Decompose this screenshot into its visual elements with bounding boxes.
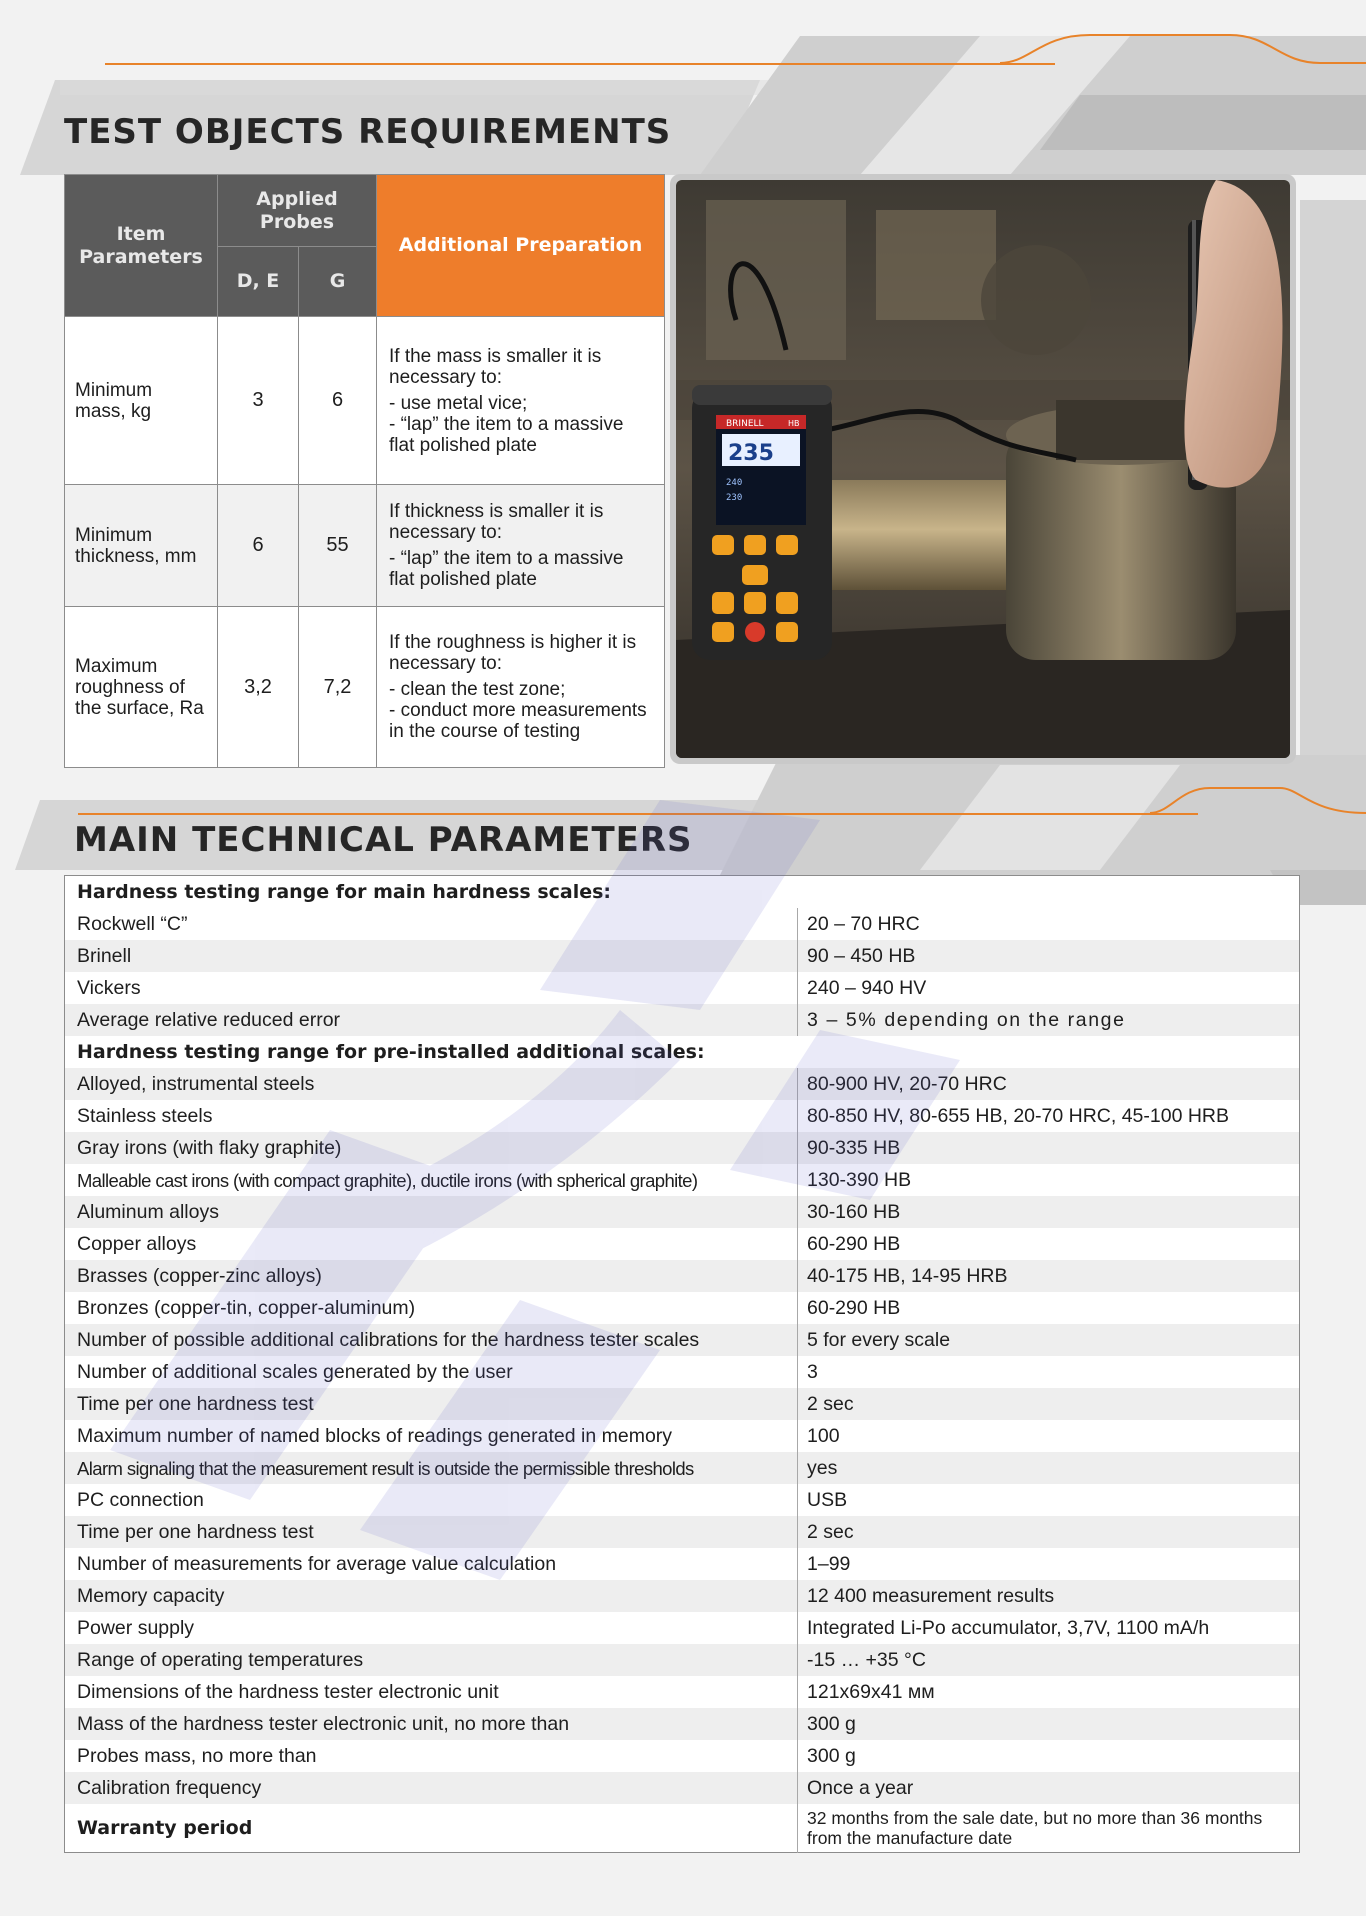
table-row bbox=[65, 1612, 1300, 1644]
param-value: 32 months from the sale date, but no more than 36 months from the manufacture date bbox=[798, 1804, 1300, 1853]
param-value: -15 … +35 °C bbox=[798, 1644, 1300, 1676]
param-name: Number of additional scales generated by the user bbox=[77, 1360, 513, 1383]
table-row bbox=[65, 1324, 1300, 1356]
param-value: yes bbox=[798, 1452, 1300, 1484]
table-row bbox=[65, 940, 1300, 972]
requirement-preparation bbox=[377, 317, 665, 485]
table-row bbox=[65, 1100, 1300, 1132]
param-value: USB bbox=[798, 1484, 1300, 1516]
param-value: 90 – 450 HB bbox=[798, 940, 1300, 972]
param-value: 80-850 HV, 80-655 HB, 20-70 HRC, 45-100 HRB bbox=[798, 1100, 1300, 1132]
param-name: Alarm signaling that the measurement result is outside the permissible thresholds bbox=[65, 1452, 798, 1484]
requirement-row bbox=[65, 607, 665, 768]
preparation-bullet: - conduct more measurements in the course of testing bbox=[389, 700, 647, 742]
param-name: Alloyed, instrumental steels bbox=[65, 1068, 798, 1100]
header-additional-preparation: Additional Preparation bbox=[377, 175, 665, 317]
requirement-g-value: 55 bbox=[299, 485, 377, 607]
param-value: 121x69x41 мм bbox=[798, 1676, 1300, 1708]
technical-title: MAIN TECHNICAL PARAMETERS bbox=[74, 820, 693, 860]
param-name: Calibration frequency bbox=[65, 1772, 798, 1804]
table-row bbox=[65, 972, 1300, 1004]
param-name: PC connection bbox=[77, 1488, 204, 1511]
param-name: Brinell bbox=[65, 940, 798, 972]
table-row bbox=[65, 1516, 1300, 1548]
workshop-scene-image bbox=[676, 180, 1290, 758]
param-value: 12 400 measurement results bbox=[798, 1580, 1300, 1612]
table-row bbox=[65, 1004, 1300, 1036]
preparation-bullet: - “lap” the item to a massive flat polished plate bbox=[389, 548, 624, 590]
param-value: 60-290 HB bbox=[798, 1228, 1300, 1260]
requirement-de-value: 3 bbox=[218, 317, 299, 485]
requirement-preparation bbox=[377, 607, 665, 768]
param-name: Vickers bbox=[77, 976, 141, 999]
table-row bbox=[65, 1260, 1300, 1292]
param-name: Gray irons (with flaky graphite) bbox=[65, 1132, 798, 1164]
param-value: 80-900 HV, 20-70 HRC bbox=[798, 1068, 1300, 1100]
requirement-de-value: 3,2 bbox=[218, 607, 299, 768]
param-name: Number of measurements for average value calculation bbox=[77, 1552, 557, 1575]
table-row bbox=[65, 1164, 1300, 1196]
device-brand-label: BRINELL bbox=[726, 419, 764, 429]
mid-orange-line bbox=[78, 813, 1198, 815]
table-row bbox=[65, 1804, 1300, 1853]
device-line-2: 230 bbox=[726, 493, 743, 503]
param-name: Bronzes (copper-tin, copper-aluminum) bbox=[77, 1296, 416, 1319]
param-name: Stainless steels bbox=[77, 1104, 213, 1127]
param-value: 40-175 HB, 14-95 HRB bbox=[798, 1260, 1300, 1292]
preparation-intro: If the mass is smaller it is necessary to: bbox=[389, 345, 602, 388]
table-row bbox=[65, 1452, 1300, 1484]
table-row bbox=[65, 1548, 1300, 1580]
requirement-g-value: 7,2 bbox=[299, 607, 377, 768]
table-row bbox=[65, 1228, 1300, 1260]
param-value: 20 – 70 HRC bbox=[798, 908, 1300, 940]
param-value: 30-160 HB bbox=[798, 1196, 1300, 1228]
preparation-intro: If thickness is smaller it is necessary to: bbox=[389, 501, 604, 543]
device-line-1: 240 bbox=[726, 478, 743, 488]
param-name: Dimensions of the hardness tester electronic unit bbox=[77, 1680, 499, 1703]
group-heading: Hardness testing range for main hardness scales: bbox=[77, 880, 612, 903]
requirements-table bbox=[64, 174, 665, 768]
param-value: 130-390 HB bbox=[798, 1164, 1300, 1196]
param-name: Average relative reduced error bbox=[65, 1004, 798, 1036]
param-name: Mass of the hardness tester electronic unit, no more than bbox=[65, 1708, 798, 1740]
param-name: Memory capacity bbox=[65, 1580, 798, 1612]
param-name: Range of operating temperatures bbox=[65, 1644, 798, 1676]
param-name: Number of possible additional calibrations for the hardness tester scales bbox=[65, 1324, 798, 1356]
param-name: Time per one hardness test bbox=[65, 1516, 798, 1548]
table-row bbox=[65, 1772, 1300, 1804]
table-row bbox=[65, 1068, 1300, 1100]
param-value: 3 – 5% depending on the range bbox=[798, 1004, 1300, 1036]
requirement-param: Minimum thickness, mm bbox=[65, 485, 218, 607]
param-value: 3 bbox=[798, 1356, 1300, 1388]
param-name: Rockwell “C” bbox=[77, 912, 188, 935]
table-row bbox=[65, 1740, 1300, 1772]
preparation-intro: If the roughness is higher it is necessary to: bbox=[389, 632, 637, 674]
param-value: 300 g bbox=[798, 1708, 1300, 1740]
header-item-parameters: Item Parameters bbox=[65, 175, 218, 317]
table-row bbox=[65, 876, 1300, 909]
table-row bbox=[65, 1196, 1300, 1228]
requirements-title: TEST OBJECTS REQUIREMENTS bbox=[64, 112, 672, 152]
preparation-bullet: - use metal vice; bbox=[389, 392, 528, 414]
param-name: Power supply bbox=[77, 1616, 195, 1639]
table-row bbox=[65, 1708, 1300, 1740]
param-value: 1–99 bbox=[798, 1548, 1300, 1580]
requirement-param: Minimum mass, kg bbox=[65, 317, 218, 485]
table-row bbox=[65, 1484, 1300, 1516]
requirement-de-value: 6 bbox=[218, 485, 299, 607]
param-name: Time per one hardness test bbox=[65, 1388, 798, 1420]
table-row bbox=[65, 1036, 1300, 1068]
requirement-param: Maximum roughness of the surface, Ra bbox=[65, 607, 218, 768]
technical-table bbox=[64, 875, 1300, 1853]
table-row bbox=[65, 1388, 1300, 1420]
table-row bbox=[65, 1420, 1300, 1452]
requirement-g-value: 6 bbox=[299, 317, 377, 485]
param-value: Once a year bbox=[798, 1772, 1300, 1804]
table-row bbox=[65, 1580, 1300, 1612]
table-row bbox=[65, 1132, 1300, 1164]
top-orange-curve bbox=[1000, 30, 1366, 70]
header-probe-de: D, E bbox=[218, 247, 299, 317]
requirement-row bbox=[65, 317, 665, 485]
requirement-row bbox=[65, 485, 665, 607]
param-value: 300 g bbox=[798, 1740, 1300, 1772]
param-value: 240 – 940 HV bbox=[798, 972, 1300, 1004]
table-row bbox=[65, 1676, 1300, 1708]
param-name: Malleable cast irons (with compact graphite), ductile irons (with spherical graphite) bbox=[77, 1169, 698, 1191]
param-name: Probes mass, no more than bbox=[77, 1744, 317, 1767]
param-value: 100 bbox=[798, 1420, 1300, 1452]
table-row bbox=[65, 908, 1300, 940]
top-orange-line bbox=[105, 63, 1055, 65]
preparation-bullet: - clean the test zone; bbox=[389, 679, 566, 700]
param-value: 2 sec bbox=[798, 1388, 1300, 1420]
param-value: Integrated Li-Po accumulator, 3,7V, 1100 mA/h bbox=[798, 1612, 1300, 1644]
param-name: Warranty period bbox=[77, 1816, 253, 1839]
param-name: Brasses (copper-zinc alloys) bbox=[65, 1260, 798, 1292]
param-value: 60-290 HB bbox=[798, 1292, 1300, 1324]
table-row bbox=[65, 1644, 1300, 1676]
photo-frame bbox=[670, 174, 1296, 764]
param-name: Aluminum alloys bbox=[65, 1196, 798, 1228]
mid-orange-curve bbox=[1150, 780, 1366, 820]
hardness-tester-device bbox=[692, 385, 832, 660]
param-value: 2 sec bbox=[798, 1516, 1300, 1548]
requirement-preparation bbox=[377, 485, 665, 607]
device-mode-label: HB bbox=[788, 419, 800, 428]
header-probe-g: G bbox=[299, 247, 377, 317]
param-value: 90-335 HB bbox=[798, 1132, 1300, 1164]
table-row bbox=[65, 1292, 1300, 1324]
header-applied-probes: Applied Probes bbox=[218, 175, 377, 247]
param-name: Copper alloys bbox=[77, 1232, 197, 1255]
hardness-tester-photo bbox=[676, 180, 1290, 758]
table-row bbox=[65, 1356, 1300, 1388]
param-value: 5 for every scale bbox=[798, 1324, 1300, 1356]
group-heading: Hardness testing range for pre-installed additional scales: bbox=[77, 1040, 705, 1063]
param-name: Maximum number of named blocks of readings generated in memory bbox=[77, 1424, 673, 1447]
preparation-bullet: - “lap” the item to a massive flat polished plate bbox=[389, 413, 624, 456]
device-reading: 235 bbox=[728, 441, 774, 466]
